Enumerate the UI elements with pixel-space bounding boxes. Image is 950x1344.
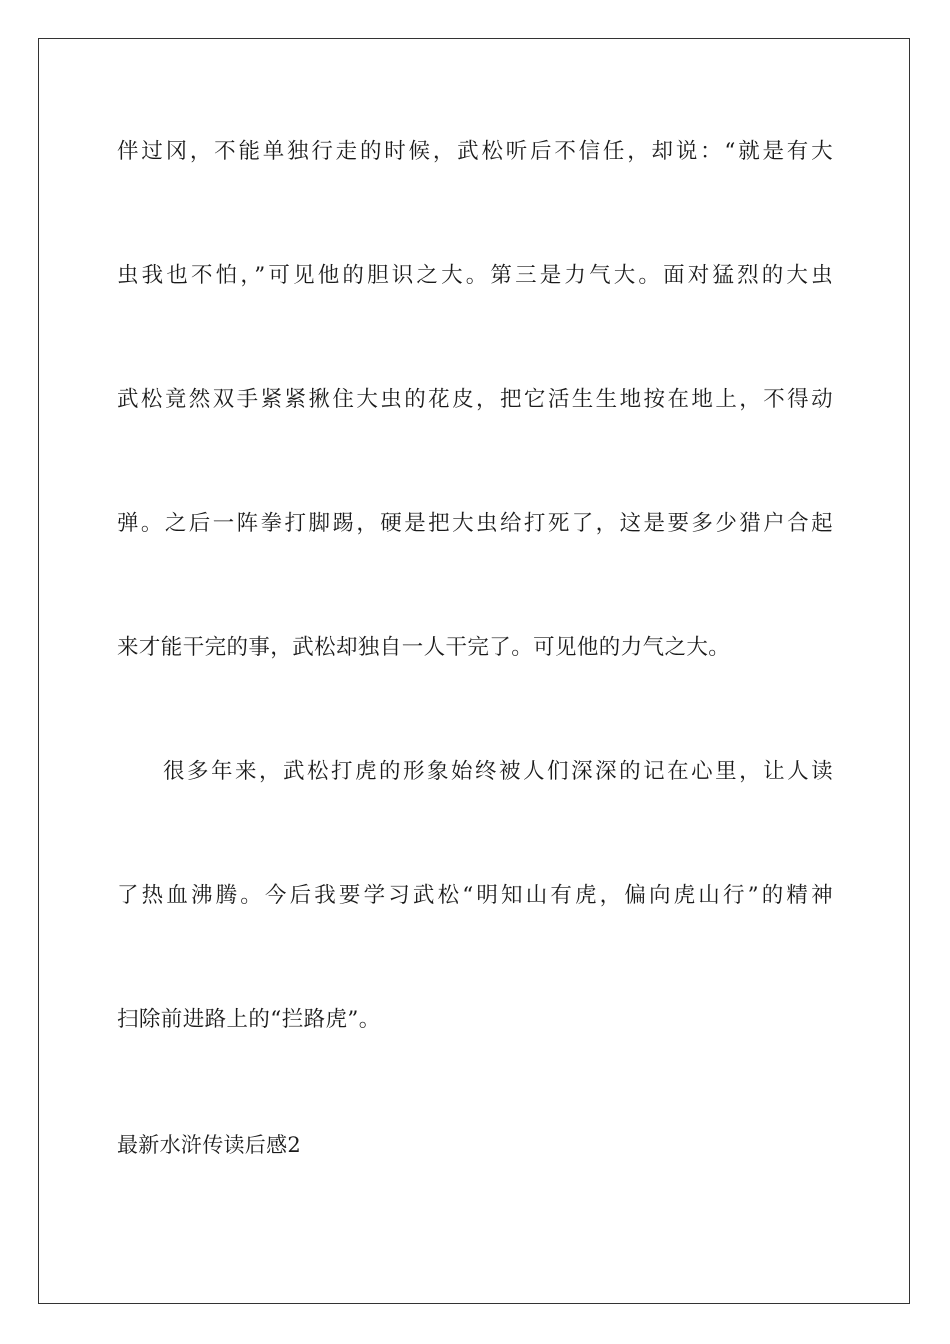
text-line: 了热血沸腾。今后我要学习武松“明知山有虎，偏向虎山行”的精神 bbox=[117, 883, 833, 908]
text-line: 来才能干完的事，武松却独自一人干完了。可见他的力气之大。 bbox=[117, 635, 731, 660]
text-line: 武松竟然双手紧紧揪住大虫的花皮，把它活生生地按在地上，不得动 bbox=[117, 387, 833, 412]
page-border bbox=[38, 38, 910, 1304]
text-line: 很多年来，武松打虎的形象始终被人们深深的记在心里，让人读 bbox=[163, 759, 833, 784]
text-line: 伴过冈，不能单独行走的时候，武松听后不信任，却说：“就是有大 bbox=[117, 139, 833, 164]
text-line: 扫除前进路上的“拦路虎”。 bbox=[117, 1007, 381, 1032]
section-heading: 最新水浒传读后感2 bbox=[117, 1133, 302, 1157]
text-line: 虫我也不怕，”可见他的胆识之大。第三是力气大。面对猛烈的大虫 bbox=[117, 263, 833, 288]
text-line: 弹。之后一阵拳打脚踢，硬是把大虫给打死了，这是要多少猎户合起 bbox=[117, 511, 833, 536]
